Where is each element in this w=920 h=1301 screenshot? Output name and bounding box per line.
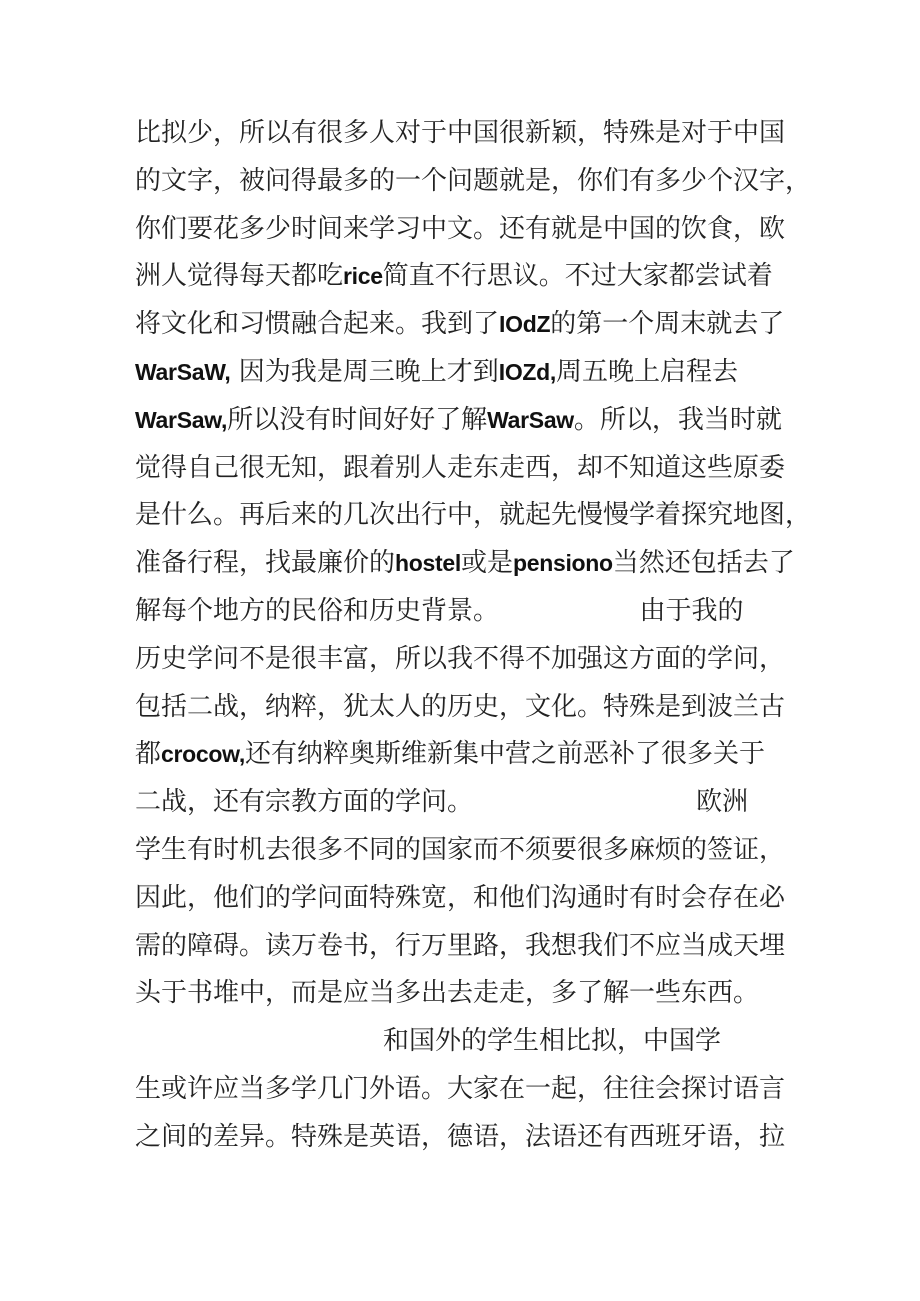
- text-segment: 历史学问不是很丰富，所以我不得不加强这方面的学问，: [135, 644, 786, 674]
- text-segment: 需的障碍。读万卷书，行万里路，我想我们不应当成天埋: [135, 931, 786, 961]
- latin-word: IOZd,: [498, 359, 557, 385]
- text-segment: 学生有时机去很多不同的国家而不须要很多麻烦的签证，: [135, 835, 786, 865]
- text-line: [135, 307, 784, 341]
- text-segment: 或是: [460, 548, 513, 578]
- text-line: [135, 1120, 785, 1154]
- text-segment: 因此，他们的学问面特殊宽，和他们沟通时有时会存在必: [135, 883, 786, 913]
- text-line: [135, 594, 744, 628]
- text-line: [135, 785, 748, 819]
- latin-word: WarSaW,: [135, 359, 231, 385]
- text-line: [135, 881, 785, 915]
- text-line: [135, 690, 785, 724]
- latin-word: rice: [343, 263, 383, 289]
- text-line: [135, 1072, 785, 1106]
- latin-word: hostel: [395, 550, 461, 576]
- text-segment: 周五晚上启程去: [556, 357, 739, 387]
- text-segment: 比拟少，所以有很多人对于中国很新颖，特殊是对于中国: [135, 118, 786, 148]
- text-segment: 还有纳粹奥斯维新集中营之前恶补了很多关于: [244, 739, 765, 769]
- text-segment: 的文字，被问得最多的一个问题就是，你们有多少个汉字，: [135, 166, 812, 196]
- text-segment: [135, 1026, 383, 1056]
- text-segment: 的第一个周末就去了: [550, 309, 785, 339]
- text-segment: 之间的差异。特殊是英语，德语，法语还有西班牙语，拉: [135, 1122, 786, 1152]
- text-segment: 洲人觉得每天都吃: [135, 261, 344, 291]
- text-segment: 二战，还有宗教方面的学问。: [135, 787, 474, 817]
- text-segment: 都: [135, 739, 162, 769]
- text-segment: 你们要花多少时间来学习中文。还有就是中国的饮食，欧: [135, 214, 786, 244]
- latin-word: crocow,: [161, 741, 245, 767]
- text-line: [135, 737, 765, 771]
- text-segment: 头于书堆中，而是应当多出去走走，多了解一些东西。: [135, 978, 760, 1008]
- latin-word: WarSaw,: [135, 407, 228, 433]
- text-segment: 将文化和习惯融合起来。我到了: [135, 309, 500, 339]
- latin-word: WarSaw: [487, 407, 574, 433]
- text-line: [135, 259, 773, 293]
- text-segment: 和国外的学生相比拟，中国学: [382, 1026, 721, 1056]
- text-line: [135, 546, 795, 580]
- text-segment: 欧洲: [696, 787, 749, 817]
- text-line: [135, 929, 785, 963]
- text-line: [135, 498, 811, 532]
- latin-word: pensiono: [512, 550, 613, 576]
- text-line: [135, 451, 785, 485]
- text-segment: 简直不行思议。不过大家都尝试着: [382, 261, 773, 291]
- text-segment: 由于我的: [639, 596, 744, 626]
- text-segment: 。所以，我当时就: [573, 405, 782, 435]
- text-segment: 是什么。再后来的几次出行中，就起先慢慢学着探究地图，: [135, 500, 812, 530]
- text-segment: 所以没有时间好好了解: [227, 405, 488, 435]
- text-line: [135, 403, 782, 437]
- text-line: [135, 212, 785, 246]
- text-segment: 觉得自己很无知，跟着别人走东走西，却不知道这些原委: [135, 453, 786, 483]
- latin-word: IOdZ: [499, 311, 551, 337]
- text-segment: 包括二战，纳粹，犹太人的历史，文化。特殊是到波兰古: [135, 692, 786, 722]
- text-line: [135, 164, 811, 198]
- text-segment: [473, 787, 696, 817]
- text-segment: 当然还包括去了: [612, 548, 795, 578]
- text-line: [135, 355, 738, 389]
- text-segment: 准备行程，找最廉价的: [135, 548, 396, 578]
- text-line: [135, 833, 785, 867]
- text-line: [135, 1024, 721, 1058]
- text-segment: 因为我是周三晚上才到: [230, 357, 499, 387]
- text-segment: 解每个地方的民俗和历史背景。: [135, 596, 500, 626]
- text-segment: 生或许应当多学几门外语。大家在一起，往往会探讨语言: [135, 1074, 786, 1104]
- text-line: [135, 116, 785, 150]
- text-line: [135, 642, 785, 676]
- text-segment: [499, 596, 640, 626]
- text-line: [135, 976, 759, 1010]
